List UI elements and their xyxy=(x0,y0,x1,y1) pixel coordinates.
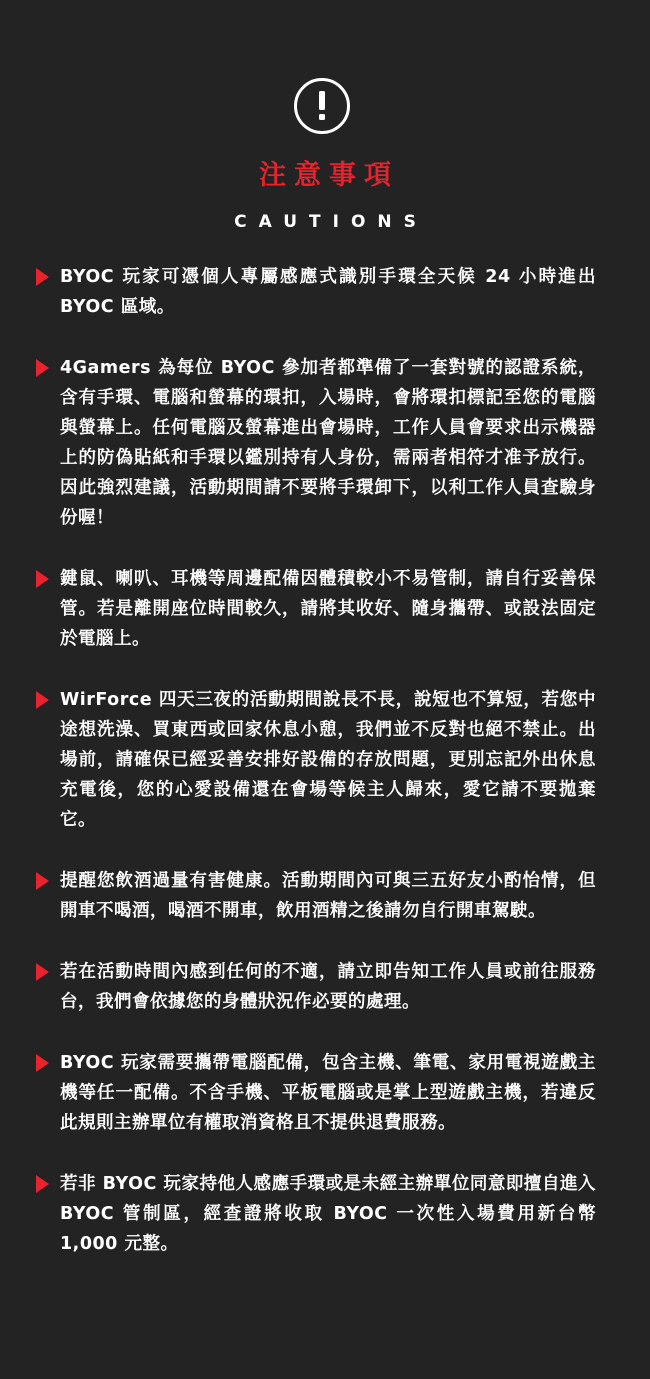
caution-item xyxy=(36,1048,596,1138)
caution-item xyxy=(36,262,596,322)
caution-text: BYOC 玩家需要攜帶電腦配備，包含主機、筆電、家用電視遊戲主機等任一配備。不含手機、平板電腦或是掌上型遊戲主機，若違反此規則主辦單位有權取消資格且不提供退費服務。 xyxy=(60,1053,596,1133)
caution-item xyxy=(36,1169,596,1259)
caution-item xyxy=(36,866,596,926)
page-title: 注意事項 xyxy=(259,160,399,191)
bullet-arrow-icon xyxy=(36,963,49,981)
caution-text: WirForce 四天三夜的活動期間說長不長，說短也不算短，若您中途想洗澡、買東西或回家休息小憩，我們並不反對也絕不禁止。出場前，請確保已經妥善安排好設備的存放問題，更別忘記外出休息充電後，您的心愛設備還在會場等候主人歸來，愛它請不要拋棄它。 xyxy=(60,690,596,830)
caution-item xyxy=(36,353,596,533)
bullet-arrow-icon xyxy=(36,268,49,286)
caution-item xyxy=(36,957,596,1017)
caution-item xyxy=(36,564,596,654)
bullet-arrow-icon xyxy=(36,1175,49,1193)
caution-text: 鍵鼠、喇叭、耳機等周邊配備因體積較小不易管制，請自行妥善保管。若是離開座位時間較久，請將其收好、隨身攜帶、或設法固定於電腦上。 xyxy=(60,569,596,649)
bullet-arrow-icon xyxy=(36,872,49,890)
caution-item xyxy=(36,685,596,835)
caution-text: BYOC 玩家可憑個人專屬感應式識別手環全天候 24 小時進出 BYOC 區域。 xyxy=(60,267,596,317)
caution-text: 4Gamers 為每位 BYOC 參加者都準備了一套對號的認證系統，含有手環、電腦和螢幕的環扣，入場時，會將環扣標記至您的電腦與螢幕上。任何電腦及螢幕進出會場時，工作人員會要求出示機器上的防偽貼紙和手環以鑑別持有人身份，需兩者相符才准予放行。因此強烈建議，活動期間請不要將手環卸下，以利工作人員查驗身份喔！ xyxy=(60,358,596,528)
bullet-arrow-icon xyxy=(36,691,49,709)
caution-text: 若非 BYOC 玩家持他人感應手環或是未經主辦單位同意即擅自進入 BYOC 管制區，經查證將收取 BYOC 一次性入場費用新台幣 1,000 元整。 xyxy=(60,1174,596,1254)
cautions-list xyxy=(36,262,596,1290)
caution-text: 提醒您飲酒過量有害健康。活動期間內可與三五好友小酌怡情，但開車不喝酒，喝酒不開車，飲用酒精之後請勿自行開車駕駛。 xyxy=(60,871,596,921)
bullet-arrow-icon xyxy=(36,570,49,588)
bullet-arrow-icon xyxy=(36,359,49,377)
bullet-arrow-icon xyxy=(36,1054,49,1072)
caution-text: 若在活動時間內感到任何的不適，請立即告知工作人員或前往服務台，我們會依據您的身體狀況作必要的處理。 xyxy=(60,962,596,1012)
exclamation-icon xyxy=(294,78,350,134)
page-subtitle: CAUTIONS xyxy=(234,212,428,232)
